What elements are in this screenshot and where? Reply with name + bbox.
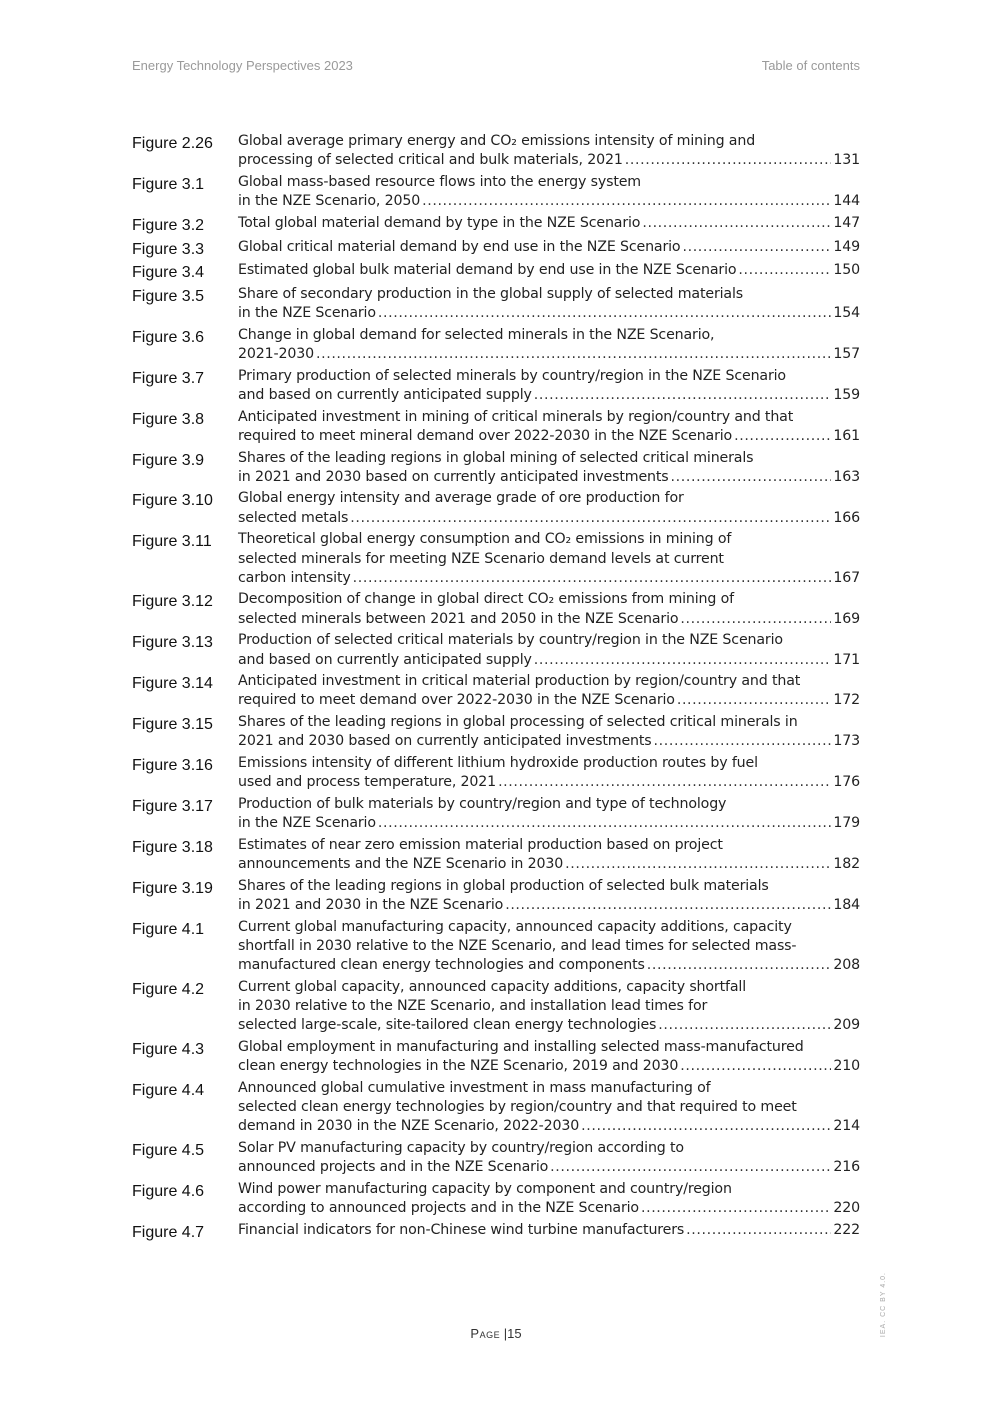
page-reference[interactable]: 214 [833, 1118, 860, 1135]
dot-leader [647, 956, 832, 975]
toc-entry[interactable] [132, 132, 860, 170]
caption-last-line [238, 1016, 860, 1035]
caption-line: Global employment in manufacturing and installing selected mass-manufactured [238, 1038, 804, 1055]
page-reference[interactable]: 144 [833, 193, 860, 210]
caption-line: Financial indicators for non-Chinese wind turbine manufacturers [238, 1221, 685, 1238]
caption-line: Wind power manufacturing capacity by component and country/region [238, 1180, 732, 1197]
figure-number: Figure 3.1 [132, 175, 205, 193]
toc-entry[interactable] [132, 631, 860, 669]
caption-line: and based on currently anticipated supply [238, 386, 532, 403]
figure-caption [238, 795, 860, 833]
toc-entry[interactable] [132, 1079, 860, 1137]
figure-caption [238, 978, 860, 1036]
toc-entry[interactable] [132, 836, 860, 874]
caption-line: Shares of the leading regions in global processing of selected critical minerals in [238, 714, 798, 731]
figure-caption [238, 1180, 860, 1218]
figure-caption [238, 261, 860, 282]
caption-last-line [238, 509, 860, 528]
caption-line: in the NZE Scenario [238, 815, 376, 832]
dot-leader [378, 814, 831, 833]
page-reference[interactable]: 166 [833, 509, 860, 526]
caption-last-line [238, 956, 860, 975]
dot-leader [654, 732, 832, 751]
dot-leader [565, 855, 831, 874]
toc-entry[interactable] [132, 978, 860, 1036]
dot-leader [641, 1199, 831, 1218]
figure-number: Figure 4.3 [132, 1040, 205, 1058]
caption-line: processing of selected critical and bulk materials, 2021 [238, 152, 623, 169]
caption-last-line [238, 814, 860, 833]
caption-line: selected large-scale, site-tailored clean energy technologies [238, 1017, 657, 1034]
caption-last-line [238, 238, 860, 257]
figure-caption [238, 1139, 860, 1177]
page-reference[interactable]: 147 [833, 214, 860, 231]
caption-line: manufactured clean energy technologies and components [238, 957, 645, 974]
dot-leader [658, 1016, 831, 1035]
figure-number: Figure 3.13 [132, 634, 213, 652]
caption-line: Solar PV manufacturing capacity by country/region according to [238, 1139, 684, 1156]
figure-number: Figure 4.5 [132, 1141, 205, 1159]
figure-caption [238, 877, 860, 915]
dot-leader [316, 345, 831, 364]
figure-caption [238, 238, 860, 259]
page-reference[interactable]: 222 [833, 1221, 860, 1238]
page-reference[interactable]: 173 [833, 733, 860, 750]
caption-line: Estimates of near zero emission material production based on project [238, 836, 723, 853]
caption-line: Production of bulk materials by country/region and type of technology [238, 796, 727, 812]
caption-line: Global mass-based resource flows into the energy system [238, 173, 641, 190]
caption-last-line [238, 214, 860, 233]
toc-entry[interactable] [132, 530, 860, 588]
dot-leader [534, 386, 832, 405]
caption-last-line [238, 151, 860, 170]
toc-entry[interactable] [132, 918, 860, 976]
toc-entry[interactable] [132, 367, 860, 405]
page-number: 15 [507, 1326, 522, 1341]
caption-last-line [238, 1117, 860, 1136]
list-of-figures [132, 132, 860, 1244]
figure-number: Figure 3.5 [132, 287, 205, 305]
page-reference[interactable]: 169 [833, 610, 860, 627]
caption-line: Production of selected critical materials by country/region in the NZE Scenario [238, 632, 783, 649]
caption-line: carbon intensity [238, 569, 351, 586]
page-reference[interactable]: 179 [833, 815, 860, 832]
figure-caption [238, 132, 860, 170]
dot-leader [734, 427, 831, 446]
figure-caption [238, 326, 860, 364]
dot-leader [680, 610, 831, 629]
figure-number: Figure 4.6 [132, 1182, 205, 1200]
caption-last-line [238, 855, 860, 874]
dot-leader [677, 691, 832, 710]
caption-line: Current global manufacturing capacity, announced capacity additions, capacity [238, 918, 792, 935]
dot-leader [738, 261, 831, 280]
figure-caption [238, 408, 860, 446]
dot-leader [353, 569, 832, 588]
caption-line: 2021 and 2030 based on currently anticipated investments [238, 733, 652, 750]
toc-entry[interactable] [132, 326, 860, 364]
toc-entry[interactable] [132, 1221, 860, 1242]
dot-leader [642, 214, 831, 233]
page-reference[interactable]: 182 [833, 856, 860, 873]
figure-caption [238, 449, 860, 487]
figure-number: Figure 4.1 [132, 920, 205, 938]
caption-line: in 2021 and 2030 in the NZE Scenario [238, 897, 504, 914]
dot-leader [625, 151, 832, 170]
figure-number: Figure 3.14 [132, 675, 213, 693]
figure-caption [238, 489, 860, 527]
caption-line: announcements and the NZE Scenario in 2030 [238, 856, 564, 873]
caption-line: Shares of the leading regions in global production of selected bulk materials [238, 877, 769, 894]
caption-last-line [238, 569, 860, 588]
caption-line: Shares of the leading regions in global mining of selected critical minerals [238, 449, 754, 466]
figure-caption [238, 367, 860, 405]
caption-line: Total global material demand by type in the NZE Scenario [238, 214, 641, 231]
page-reference[interactable]: 176 [833, 774, 860, 791]
page-reference[interactable]: 216 [833, 1159, 860, 1176]
figure-number: Figure 3.10 [132, 492, 213, 510]
figure-caption [238, 1079, 860, 1137]
caption-last-line [238, 386, 860, 405]
figure-caption [238, 530, 860, 588]
page-label: Page [470, 1326, 501, 1341]
caption-line: Global critical material demand by end use in the NZE Scenario [238, 238, 681, 255]
page-reference[interactable]: 220 [833, 1200, 860, 1217]
toc-entry[interactable] [132, 214, 860, 235]
page-reference[interactable]: 208 [833, 957, 860, 974]
toc-entry[interactable] [132, 285, 860, 323]
dot-leader [505, 896, 831, 915]
figure-caption [238, 631, 860, 669]
dot-leader [581, 1117, 831, 1136]
dot-leader [422, 192, 831, 211]
figure-number: Figure 3.17 [132, 798, 213, 815]
figure-number: Figure 3.19 [132, 879, 213, 897]
toc-entry[interactable] [132, 877, 860, 915]
figure-number: Figure 3.2 [132, 216, 205, 234]
caption-last-line [238, 732, 860, 751]
dot-leader [350, 509, 831, 528]
dot-leader [378, 304, 831, 323]
caption-last-line [238, 1158, 860, 1177]
caption-line: Share of secondary production in the global supply of selected materials [238, 285, 744, 302]
figure-caption [238, 672, 860, 710]
page-reference[interactable]: 163 [833, 468, 860, 485]
figure-number: Figure 3.7 [132, 369, 205, 387]
figure-number: Figure 4.7 [132, 1223, 205, 1241]
figure-number: Figure 3.4 [132, 264, 205, 282]
dot-leader [686, 1221, 831, 1240]
page-reference[interactable]: 210 [833, 1058, 860, 1075]
figure-number: Figure 3.9 [132, 451, 205, 469]
toc-entry[interactable] [132, 489, 860, 527]
figure-caption [238, 754, 860, 792]
figure-caption [238, 836, 860, 874]
caption-line: Anticipated investment in critical material production by region/country and that [238, 673, 801, 690]
toc-entry[interactable] [132, 1180, 860, 1218]
caption-line: demand in 2030 in the NZE Scenario, 2022-2030 [238, 1118, 580, 1135]
caption-line: Decomposition of change in global direct CO₂ emissions from mining of [238, 591, 734, 608]
caption-last-line [238, 468, 860, 487]
figure-caption [238, 214, 860, 235]
toc-entry[interactable] [132, 1139, 860, 1177]
caption-line: Global average primary energy and CO₂ emissions intensity of mining and [238, 133, 756, 149]
figure-number: Figure 3.18 [132, 838, 213, 856]
caption-last-line [238, 896, 860, 915]
caption-last-line [238, 427, 860, 446]
caption-line: selected clean energy technologies by region/country and that required to meet [238, 1099, 797, 1116]
dot-leader [534, 651, 832, 670]
page-footer [0, 1326, 992, 1341]
page-reference[interactable]: 150 [833, 262, 860, 279]
page-reference[interactable]: 209 [833, 1017, 860, 1034]
figure-caption [238, 590, 860, 628]
caption-line: required to meet demand over 2022-2030 in the NZE Scenario [238, 692, 675, 709]
page-separator: | [503, 1326, 508, 1341]
page-reference[interactable]: 167 [833, 569, 860, 586]
figure-caption [238, 918, 860, 976]
figure-number: Figure 3.11 [132, 533, 212, 551]
caption-line: Global energy intensity and average grade of ore production for [238, 490, 684, 507]
page-reference[interactable]: 149 [833, 238, 860, 255]
caption-line: Theoretical global energy consumption and CO₂ emissions in mining of [238, 531, 732, 548]
caption-last-line [238, 691, 860, 710]
figure-number: Figure 3.12 [132, 593, 213, 611]
dot-leader [498, 773, 831, 792]
dot-leader [550, 1158, 831, 1177]
figure-number: Figure 3.3 [132, 240, 205, 258]
figure-number: Figure 2.26 [132, 135, 213, 152]
figure-caption [238, 1221, 860, 1242]
caption-line: in 2030 relative to the NZE Scenario, and installation lead times for [238, 998, 708, 1015]
figure-caption [238, 1038, 860, 1076]
figure-number: Figure 4.4 [132, 1081, 205, 1099]
caption-line: selected metals [238, 509, 349, 526]
caption-last-line [238, 192, 860, 211]
caption-line: shortfall in 2030 relative to the NZE Scenario, and lead times for selected mass- [238, 937, 797, 954]
toc-entry[interactable] [132, 590, 860, 628]
caption-last-line [238, 1057, 860, 1076]
toc-entry[interactable] [132, 449, 860, 487]
toc-entry[interactable] [132, 408, 860, 446]
caption-line: announced projects and in the NZE Scenario [238, 1159, 549, 1176]
dot-leader [682, 238, 831, 257]
page-reference[interactable]: 157 [833, 346, 860, 363]
page-reference[interactable]: 131 [833, 152, 860, 169]
page-reference[interactable]: 161 [833, 427, 860, 444]
caption-last-line [238, 651, 860, 670]
caption-line: Primary production of selected minerals by country/region in the NZE Scenario [238, 367, 786, 384]
caption-line: Change in global demand for selected minerals in the NZE Scenario, [238, 326, 715, 343]
figure-number: Figure 3.15 [132, 716, 213, 734]
caption-line: and based on currently anticipated supply [238, 651, 532, 668]
caption-line: in the NZE Scenario [238, 305, 376, 322]
caption-line: Announced global cumulative investment in mass manufacturing of [238, 1079, 711, 1096]
caption-last-line [238, 304, 860, 323]
caption-line: in the NZE Scenario, 2050 [238, 193, 421, 210]
caption-line: Estimated global bulk material demand by end use in the NZE Scenario [238, 262, 737, 279]
toc-entry[interactable] [132, 754, 860, 792]
figure-caption [238, 713, 860, 751]
caption-last-line [238, 261, 860, 280]
caption-last-line [238, 610, 860, 629]
dot-leader [680, 1057, 831, 1076]
page-reference[interactable]: 154 [833, 305, 860, 322]
figure-caption [238, 285, 860, 323]
caption-line: used and process temperature, 2021 [238, 774, 497, 791]
toc-entry[interactable] [132, 1038, 860, 1076]
page-reference[interactable]: 172 [833, 692, 860, 709]
caption-line: 2021-2030 [238, 346, 314, 363]
running-header-section: Table of contents [761, 58, 860, 73]
dot-leader [671, 468, 832, 487]
figure-caption [238, 173, 860, 211]
caption-line: Anticipated investment in mining of critical minerals by region/country and that [238, 408, 794, 425]
caption-line: selected minerals for meeting NZE Scenario demand levels at current [238, 550, 724, 567]
caption-line: required to meet mineral demand over 2022-2030 in the NZE Scenario [238, 427, 733, 444]
page-reference[interactable]: 159 [833, 386, 860, 403]
caption-line: in 2021 and 2030 based on currently anticipated investments [238, 468, 669, 485]
license-notice: IEA. CC BY 4.0. [880, 1272, 887, 1338]
caption-line: selected minerals between 2021 and 2050 in the NZE Scenario [238, 610, 679, 627]
page-reference[interactable]: 171 [833, 651, 860, 668]
toc-entry[interactable] [132, 795, 860, 833]
figure-number: Figure 3.8 [132, 410, 205, 428]
caption-line: Current global capacity, announced capacity additions, capacity shortfall [238, 978, 747, 995]
caption-line: Emissions intensity of different lithium hydroxide production routes by fuel [238, 755, 758, 772]
caption-last-line [238, 345, 860, 364]
figure-number: Figure 3.6 [132, 328, 205, 346]
figure-number: Figure 4.2 [132, 980, 205, 998]
toc-entry[interactable] [132, 672, 860, 710]
page-reference[interactable]: 184 [833, 897, 860, 914]
toc-entry[interactable] [132, 173, 860, 211]
caption-last-line [238, 1199, 860, 1218]
running-header-title: Energy Technology Perspectives 2023 [132, 58, 353, 73]
caption-line: clean energy technologies in the NZE Scenario, 2019 and 2030 [238, 1058, 679, 1075]
toc-entry[interactable] [132, 238, 860, 259]
caption-last-line [238, 773, 860, 792]
toc-entry[interactable] [132, 261, 860, 282]
caption-line: according to announced projects and in the NZE Scenario [238, 1200, 639, 1217]
toc-entry[interactable] [132, 713, 860, 751]
figure-number: Figure 3.16 [132, 757, 213, 775]
caption-last-line [238, 1221, 860, 1240]
